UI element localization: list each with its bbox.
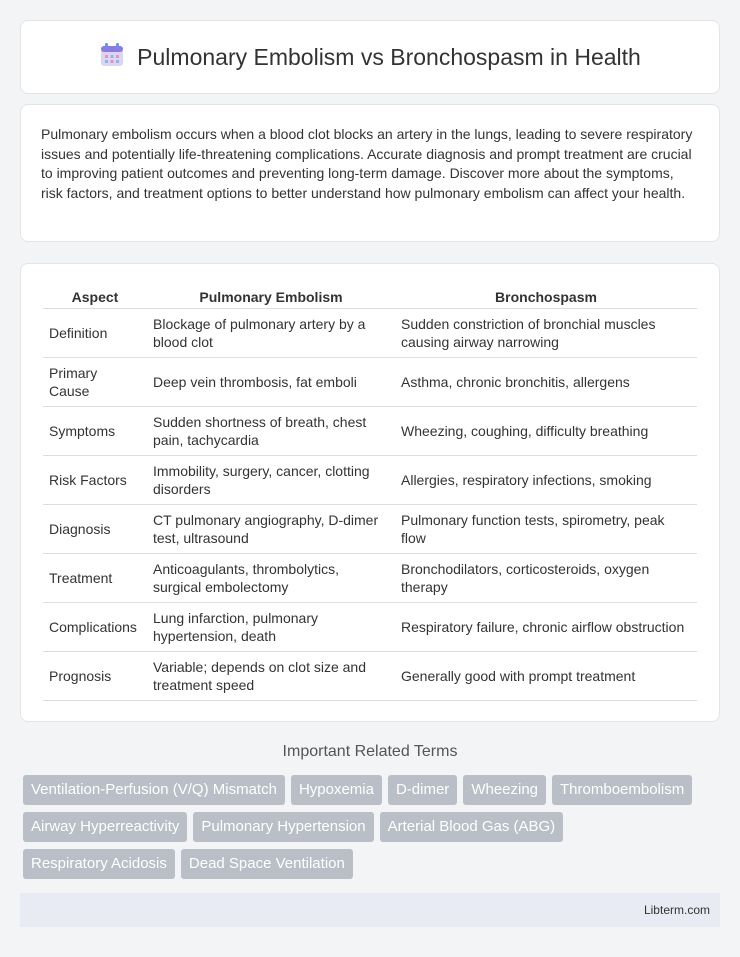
related-terms-title: Important Related Terms [282, 743, 458, 760]
tag-link[interactable]: Pulmonary Hypertension [193, 812, 373, 842]
row-aspect: Diagnosis [43, 504, 147, 553]
row-pe-value: Deep vein thrombosis, fat emboli [147, 357, 395, 406]
row-pe-value: Variable; depends on clot size and treatment speed [147, 651, 395, 700]
table-row [43, 455, 697, 504]
header-aspect: Aspect [43, 284, 147, 308]
row-bs-value: Allergies, respiratory infections, smoking [395, 455, 697, 504]
table-row [43, 406, 697, 455]
comparison-table [43, 284, 697, 701]
header-bronchospasm: Bronchospasm [395, 284, 697, 308]
row-bs-value: Pulmonary function tests, spirometry, peak flow [395, 504, 697, 553]
tag-link[interactable]: Ventilation-Perfusion (V/Q) Mismatch [23, 775, 285, 805]
row-aspect: Prognosis [43, 651, 147, 700]
table-row [43, 553, 697, 602]
page-title: Pulmonary Embolism vs Bronchospasm in Health [137, 43, 641, 70]
calendar-icon [99, 42, 125, 73]
tag-link[interactable]: Thromboembolism [552, 775, 692, 805]
row-bs-value: Generally good with prompt treatment [395, 651, 697, 700]
intro-text: Pulmonary embolism occurs when a blood clot blocks an artery in the lungs, leading to severe respiratory issues and potentially life-threatening complications. Accurate diagnosis and prompt treatment are crucial to improving patient outcomes and preventing long-term damage. Discover more about the symptoms, risk factors, and treatment options to better understand how pulmonary embolism can affect your health. [41, 126, 693, 201]
row-pe-value: Immobility, surgery, cancer, clotting disorders [147, 455, 395, 504]
intro-card [20, 104, 720, 242]
tag-link[interactable]: Airway Hyperreactivity [23, 812, 187, 842]
title-wrap [99, 42, 641, 73]
row-aspect: Definition [43, 308, 147, 357]
tag-link[interactable]: Hypoxemia [291, 775, 382, 805]
tag-link[interactable]: Arterial Blood Gas (ABG) [380, 812, 564, 842]
row-aspect: Treatment [43, 553, 147, 602]
table-row [43, 602, 697, 651]
tag-link[interactable]: Dead Space Ventilation [181, 849, 353, 879]
tag-link[interactable]: D-dimer [388, 775, 457, 805]
table-row [43, 308, 697, 357]
row-bs-value: Wheezing, coughing, difficulty breathing [395, 406, 697, 455]
row-pe-value: CT pulmonary angiography, D-dimer test, ultrasound [147, 504, 395, 553]
table-row [43, 504, 697, 553]
table-header-row [43, 284, 697, 308]
row-aspect: Complications [43, 602, 147, 651]
related-terms-tags [20, 775, 720, 879]
header-pulmonary-embolism: Pulmonary Embolism [147, 284, 395, 308]
related-terms-section [20, 743, 720, 879]
row-bs-value: Bronchodilators, corticosteroids, oxygen therapy [395, 553, 697, 602]
row-pe-value: Blockage of pulmonary artery by a blood clot [147, 308, 395, 357]
table-row [43, 651, 697, 700]
row-aspect: Primary Cause [43, 357, 147, 406]
row-pe-value: Lung infarction, pulmonary hypertension, death [147, 602, 395, 651]
row-pe-value: Sudden shortness of breath, chest pain, tachycardia [147, 406, 395, 455]
row-aspect: Symptoms [43, 406, 147, 455]
footer-site-link[interactable]: Libterm.com [643, 903, 710, 917]
row-aspect: Risk Factors [43, 455, 147, 504]
row-bs-value: Sudden constriction of bronchial muscles causing airway narrowing [395, 308, 697, 357]
footer [20, 893, 720, 927]
row-pe-value: Anticoagulants, thrombolytics, surgical embolectomy [147, 553, 395, 602]
table-row [43, 357, 697, 406]
header-card [20, 20, 720, 94]
tag-link[interactable]: Respiratory Acidosis [23, 849, 175, 879]
row-bs-value: Respiratory failure, chronic airflow obstruction [395, 602, 697, 651]
tag-link[interactable]: Wheezing [463, 775, 546, 805]
row-bs-value: Asthma, chronic bronchitis, allergens [395, 357, 697, 406]
comparison-table-card [20, 263, 720, 722]
